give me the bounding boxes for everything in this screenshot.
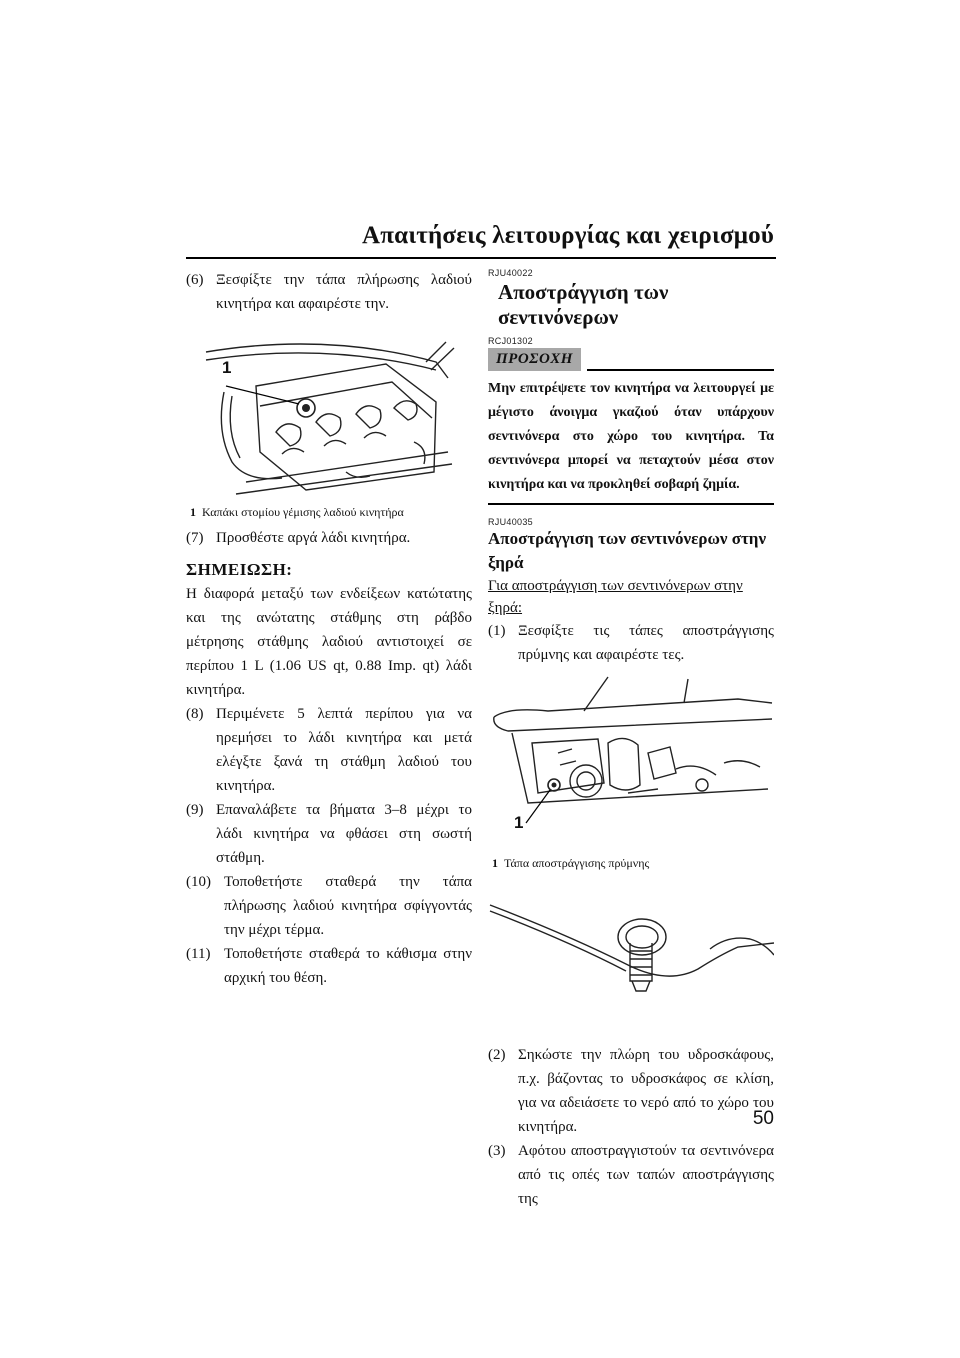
callout-number: 1	[222, 358, 232, 377]
note-text: Η διαφορά μεταξύ των ενδείξεων κατώτατης και της ανώτατης στάθμης στη ράβδο μέτρησης στάθμης λαδιού αντιστοιχεί σε περίπου 1 L (1.06 US qt, 0.88 Imp. qt) λάδι κινητήρα.	[186, 586, 472, 698]
step-7	[186, 526, 472, 550]
step-6	[186, 268, 472, 316]
stern-illustration	[488, 673, 774, 853]
step-3	[488, 1139, 774, 1211]
step-number: (6)	[186, 272, 204, 288]
right-column	[488, 268, 774, 1211]
callout-leader	[226, 386, 299, 404]
step-text: Προσθέστε αργά λάδι κινητήρα.	[216, 530, 411, 546]
note-heading: ΣΗΜΕΙΩΣΗ:	[186, 560, 293, 579]
doc-code: RCJ01302	[488, 336, 533, 346]
page-header-title: Απαιτήσεις λειτουργίας και χειρισμού	[362, 222, 774, 249]
step-1	[488, 619, 774, 667]
caution-badge: ΠΡΟΣΟΧΗ	[488, 348, 581, 371]
header-rule	[186, 257, 776, 259]
step-number: (7)	[186, 530, 204, 546]
step-number: (10)	[186, 874, 211, 890]
step-number: (11)	[186, 946, 211, 962]
step-number: (9)	[186, 802, 204, 818]
step-text: Αφότου αποστραγγιστούν τα σεντινόνερα από τις οπές των ταπών αποστράγγισης της	[518, 1143, 774, 1207]
step-text: Τοποθετήστε σταθερά την τάπα πλήρωσης λαδιού κινητήρα σφίγγοντάς την μέχρι τέρμα.	[224, 874, 472, 938]
step-number: (3)	[488, 1143, 506, 1159]
step-text: Επαναλάβετε τα βήματα 3–8 μέχρι το λάδι κινητήρα να φθάσει στη σωστή στάθμη.	[216, 802, 472, 866]
caution-text: Μην επιτρέψετε τον κινητήρα να λειτουργεί με μέγιστο άνοιγμα γκαζιού όταν υπάρχουν σεντινόνερα στο χώρο του κινητήρα. Τα σεντινόνερα μπορεί να πεταχτούν μέσα στον κινητήρα και να προκληθεί σοβαρή ζημία.	[488, 381, 774, 492]
step-number: (2)	[488, 1047, 506, 1063]
doc-code: RJU40022	[488, 268, 533, 278]
step-text: Σηκώστε την πλώρη του υδροσκάφους, π.χ. βάζοντας το υδροσκάφος σε κλίση, για να αδειάσετε το νερό από το χώρο του κινητήρα.	[518, 1047, 774, 1135]
step-text: Ξεσφίξτε την τάπα πλήρωσης λαδιού κινητήρα και αφαιρέστε την.	[216, 272, 472, 312]
step-text: Τοποθετήστε σταθερά το κάθισμα στην αρχική του θέση.	[224, 946, 472, 986]
step-text: Περιμένετε 5 λεπτά περίπου για να ηρεμήσει το λάδι κινητήρα και μετά ελέγξτε ξανά τη στάθμη λαδιού του κινητήρα.	[216, 706, 472, 794]
section-title: Αποστράγγιση των σεντινόνερων	[498, 280, 669, 329]
callout-leader	[526, 790, 550, 823]
figure-engine-oil-cap	[186, 322, 472, 502]
subsection-title: Αποστράγγιση των σεντινόνερων στην ξηρά	[488, 529, 767, 572]
step-number: (8)	[186, 706, 204, 722]
caution-header	[488, 348, 774, 371]
caption-text: Τάπα αποστράγγισης πρύμνης	[504, 856, 650, 870]
figure-drain-plug-detail	[488, 885, 774, 1035]
step-11	[186, 942, 472, 990]
figure-caption	[186, 504, 472, 520]
step-10	[186, 870, 472, 942]
caution-rule	[587, 369, 774, 371]
doc-code: RJU40035	[488, 517, 533, 527]
step-text: Ξεσφίξτε τις τάπες αποστράγγισης πρύμνης και αφαιρέστε τες.	[518, 623, 774, 663]
step-9	[186, 798, 472, 870]
intro-text: Για αποστράγγιση των σεντινόνερων στην ξηρά:	[488, 578, 743, 616]
caption-number: 1	[190, 505, 196, 519]
figure-caption	[488, 855, 774, 871]
callout-number: 1	[514, 813, 524, 832]
caption-number: 1	[492, 856, 498, 870]
caution-end-rule	[488, 503, 774, 505]
caption-text: Καπάκι στομίου γέμισης λαδιού κινητήρα	[202, 505, 404, 519]
engine-illustration	[186, 322, 472, 502]
left-column	[186, 268, 472, 990]
figure-stern-drain	[488, 673, 774, 853]
step-8	[186, 702, 472, 798]
step-number: (1)	[488, 623, 506, 639]
page-number: 50	[752, 1108, 774, 1129]
drain-plug-illustration	[488, 885, 774, 1035]
